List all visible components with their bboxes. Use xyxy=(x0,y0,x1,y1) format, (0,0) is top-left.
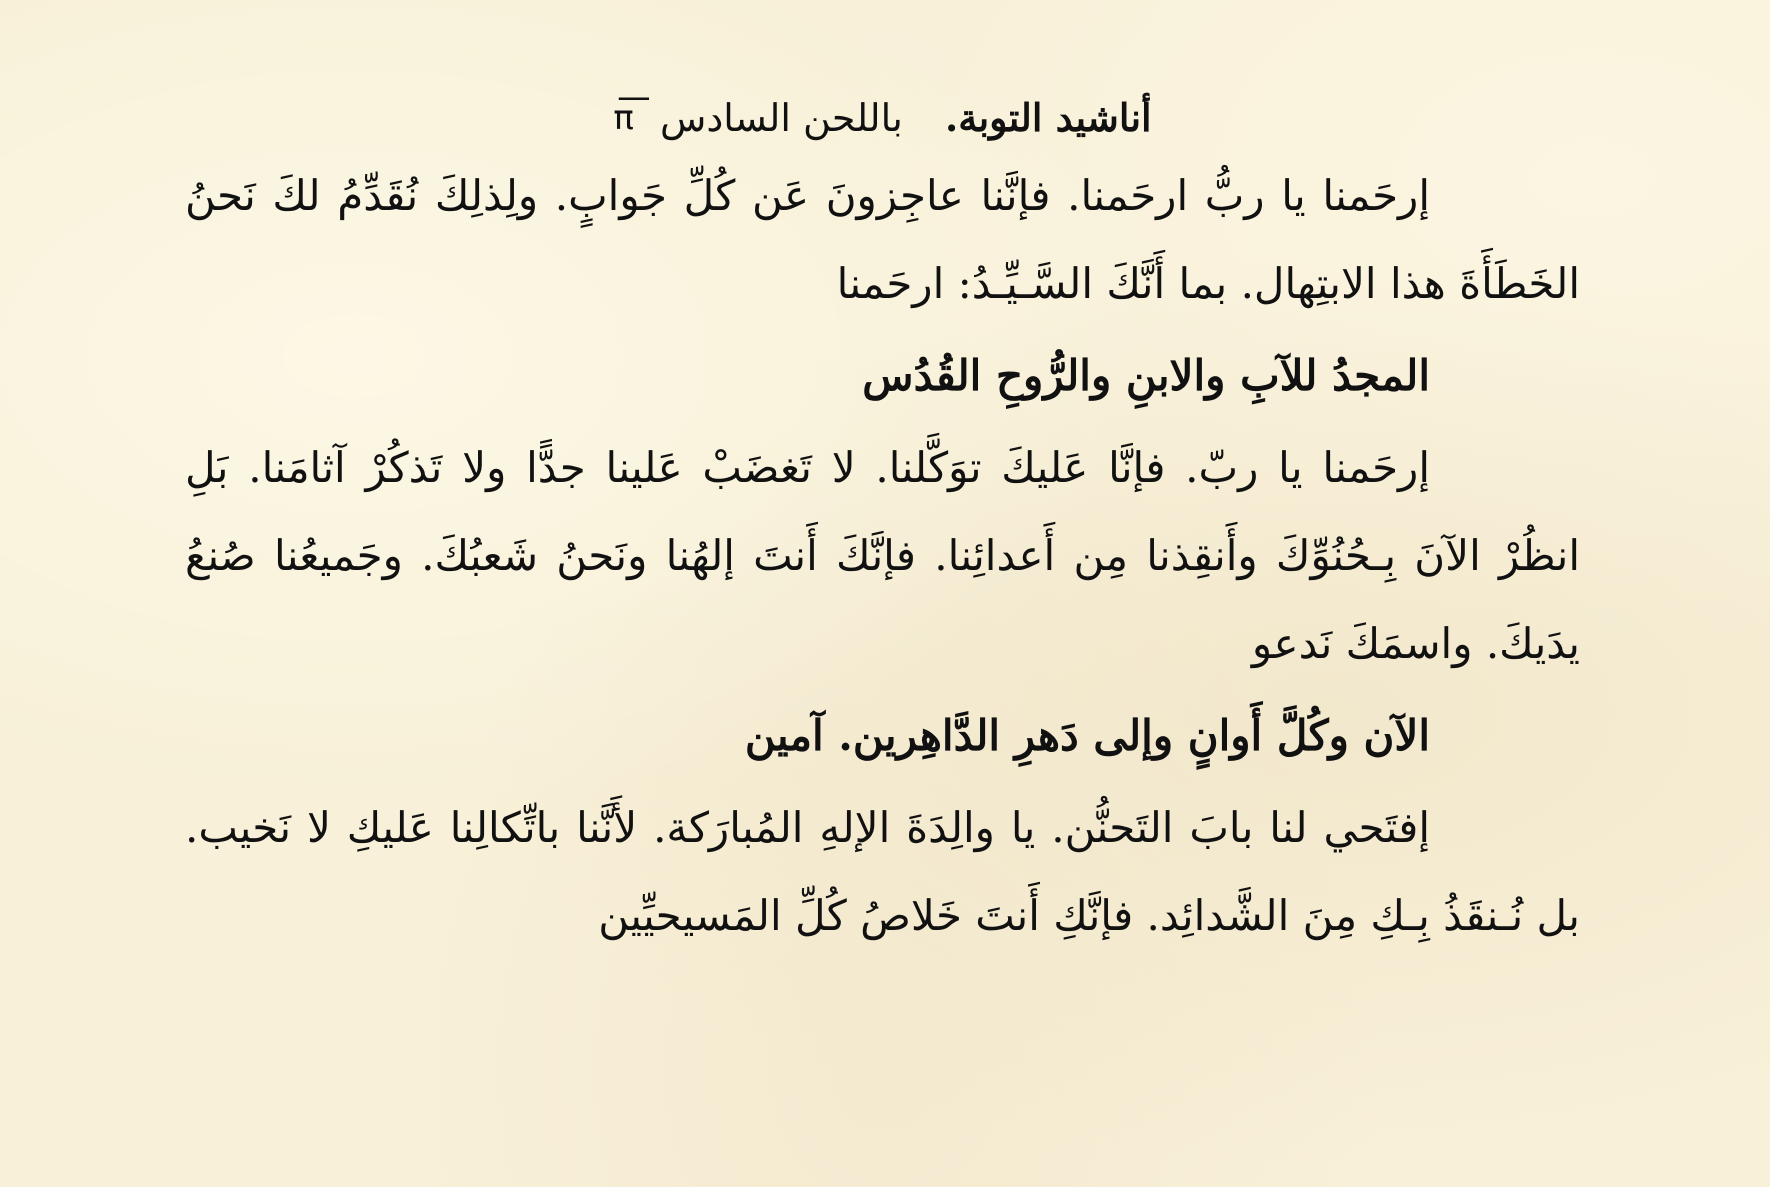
hymn-title: أناشيد التوبة. xyxy=(944,95,1152,140)
refrain-now-and-ever: الآن وكُلَّ أَوانٍ وإلى دَهرِ الدَّاهِرين. آمين xyxy=(744,711,1430,760)
hymn-header xyxy=(185,88,1580,152)
stanza-text: إرحَمنا يا ربُّ ارحَمنا. فإنَّنا عاجِزونَ عَن كُلِّ جَوابٍ. ولِذلِكَ نُقَدِّمُ لكَ نَحنُ الخَطَأَةَ هذا الابتِهال. بما أَنَّكَ السَّـيِّـدُ: ارحَمنا xyxy=(185,171,1580,308)
hymn-page xyxy=(185,88,1580,1088)
stanza-3 xyxy=(185,784,1580,960)
tone-sign-icon: π͞ xyxy=(613,98,634,138)
stanza-1 xyxy=(185,152,1580,328)
stanza-text: إفتَحي لنا بابَ التَحنُّن. يا والِدَةَ الإلهِ المُبارَكة. لأَنَّنا باتِّكالِنا عَليكِ لا نَخيب. بل نُـنقَذُ بِـكِ مِنَ الشَّدائِد. فإنَّكِ أَنتَ خَلاصُ كُلِّ المَسيحيِّين xyxy=(185,803,1580,940)
stanza-text: إرحَمنا يا ربّ. فإنَّا عَليكَ توَكَّلنا. لا تَغضَبْ عَلينا جدًّا ولا تَذكُرْ آثامَنا. بَلِ انظُرْ الآنَ بِـحُنُوِّكَ وأَنقِذنا مِن أَعدائِنا. فإنَّكَ أَنتَ إلهُنا ونَحنُ شَعبُكَ. وجَميعُنا صُنعُ يدَيكَ. واسمَكَ نَدعو xyxy=(185,443,1580,668)
stanza-2 xyxy=(185,424,1580,688)
refrain-glory: المجدُ للآبِ والابنِ والرُّوحِ القُدُس xyxy=(862,351,1430,400)
tone-label: باللحن السادس xyxy=(660,96,903,140)
